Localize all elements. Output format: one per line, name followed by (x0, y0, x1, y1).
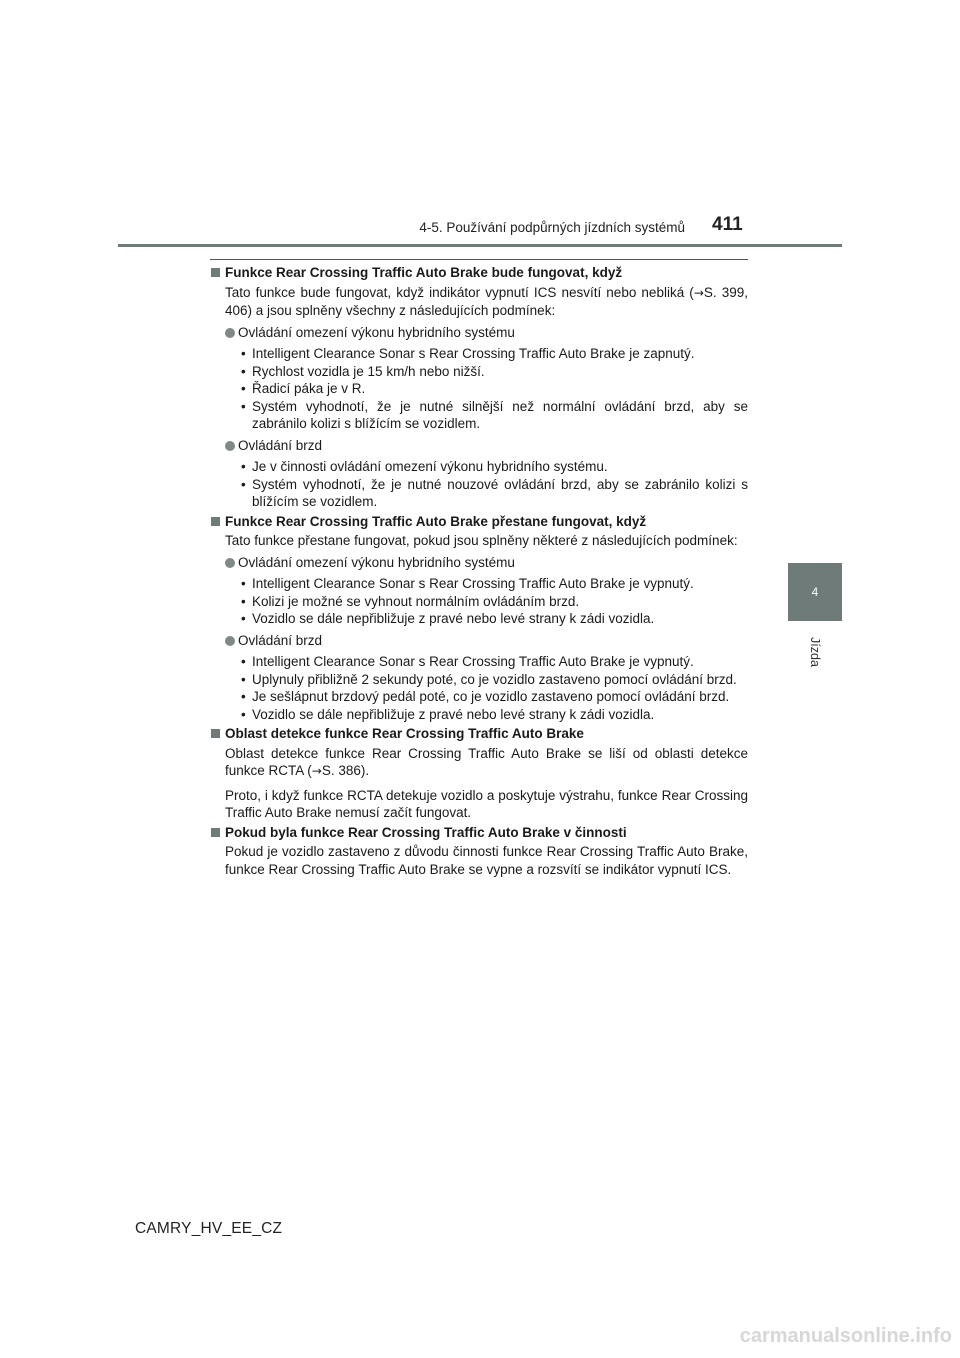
condition-list (210, 653, 748, 723)
chapter-number: 4 (811, 585, 819, 599)
list-item-text: Rychlost vozidla je 15 km/h nebo nižší. (252, 363, 485, 379)
list-item (210, 476, 748, 511)
section-title-text: Funkce Rear Crossing Traffic Auto Brake bude fungovat, když (225, 265, 623, 280)
condition-group-title-text: Ovládání brzd (238, 632, 323, 648)
condition-group-title (210, 437, 748, 455)
condition-list (210, 345, 748, 433)
condition-group-title-text: Ovládání brzd (238, 437, 323, 453)
condition-group (210, 324, 748, 433)
chapter-label-text: Jízda (808, 637, 823, 667)
paragraph-text: Oblast detekce funkce Rear Crossing Traffic Auto Brake se liší od oblasti detekce funkce RCTA ( (225, 745, 748, 778)
paragraph (225, 745, 748, 781)
section (210, 264, 748, 511)
list-item (210, 380, 748, 398)
list-item (210, 610, 748, 628)
list-item-text: Intelligent Clearance Sonar s Rear Crossing Traffic Auto Brake je zapnutý. (252, 346, 695, 361)
square-bullet-icon (211, 729, 220, 738)
round-bullet-icon (225, 558, 235, 568)
list-item (210, 653, 748, 671)
bullet-dot-icon: • (241, 381, 246, 396)
section-title-text: Oblast detekce funkce Rear Crossing Traffic Auto Brake (225, 726, 584, 741)
condition-group-title (210, 324, 748, 342)
condition-group (210, 554, 748, 628)
list-item (210, 671, 748, 689)
section-title (210, 824, 748, 842)
watermark: carmanualsonline.info (739, 1325, 952, 1347)
condition-list (210, 458, 748, 511)
list-item (210, 345, 748, 363)
paragraph-text: Pokud je vozidlo zastaveno z důvodu činnosti funkce Rear Crossing Traffic Auto Brake, funkce Rear Crossing Traffic Auto Brake se vypne a rozsvítí se indikátor vypnutí ICS. (225, 844, 748, 877)
list-item (210, 398, 748, 433)
section-title-text: Funkce Rear Crossing Traffic Auto Brake přestane fungovat, když (225, 513, 647, 529)
footer-code: CAMRY_HV_EE_CZ (135, 1220, 283, 1237)
condition-group-title (210, 632, 748, 650)
round-bullet-icon (225, 441, 235, 451)
bullet-dot-icon: • (241, 671, 246, 687)
list-item-text: Systém vyhodnotí, že je nutné silnější než normální ovládání brzd, aby se zabránilo kolizi s blížícím se vozidlem. (252, 398, 748, 431)
paragraph (225, 787, 748, 822)
paragraph-text: Tato funkce přestane fungovat, pokud jsou splněny některé z následujících podmínek: (225, 533, 738, 548)
header-rule (118, 244, 842, 247)
section-title (210, 264, 748, 282)
arrow-right-icon: → (693, 285, 704, 300)
section-title (210, 725, 748, 743)
bullet-dot-icon: • (241, 593, 246, 609)
list-item-text: Kolizi je možné se vyhnout normálním ovládáním brzd. (252, 593, 580, 609)
condition-group-title (210, 554, 748, 572)
list-item (210, 706, 748, 724)
section (210, 824, 748, 879)
condition-list (210, 575, 748, 628)
bullet-dot-icon: • (241, 654, 246, 669)
condition-group (210, 632, 748, 724)
section (210, 513, 748, 724)
list-item-text: Je sešlápnut brzdový pedál poté, co je vozidlo zastaveno pomocí ovládání brzd. (252, 689, 730, 704)
list-item (210, 593, 748, 611)
bullet-dot-icon: • (241, 611, 246, 626)
square-bullet-icon (211, 828, 220, 837)
arrow-right-icon: → (311, 764, 322, 778)
bullet-dot-icon: • (241, 459, 246, 474)
round-bullet-icon (225, 636, 235, 646)
bullet-dot-icon: • (241, 363, 246, 379)
list-item-text: Systém vyhodnotí, že je nutné nouzové ovládání brzd, aby se zabránilo kolizi s blížícím se vozidlem. (252, 476, 748, 509)
square-bullet-icon (211, 268, 220, 277)
paragraph (225, 843, 748, 878)
condition-group (210, 437, 748, 511)
bullet-dot-icon: • (241, 346, 246, 361)
list-item-text: Vozidlo se dále nepřibližuje z pravé nebo levé strany k zádi vozidla. (252, 611, 655, 626)
list-item-text: Řadicí páka je v R. (252, 381, 366, 396)
list-item-text: Vozidlo se dále nepřibližuje z pravé nebo levé strany k zádi vozidla. (252, 706, 655, 722)
bullet-dot-icon: • (241, 398, 246, 414)
paragraph-text: S. 386). (321, 763, 370, 778)
paragraph-text: S. 399, 406) a jsou splněny všechny z následujících podmínek: (225, 284, 748, 318)
condition-group-title-text: Ovládání omezení výkonu hybridního systému (238, 554, 515, 570)
paragraph-text: Proto, i když funkce RCTA detekuje vozidlo a poskytuje výstrahu, funkce Rear Crossing Traffic Auto Brake nemusí začít fungovat. (225, 787, 748, 820)
list-item-text: Intelligent Clearance Sonar s Rear Crossing Traffic Auto Brake je vypnutý. (252, 654, 694, 669)
round-bullet-icon (225, 328, 235, 338)
list-item (210, 688, 748, 706)
list-item-text: Uplynuly přibližně 2 sekundy poté, co je vozidlo zastaveno pomocí ovládání brzd. (252, 671, 737, 687)
section-title-text: Pokud byla funkce Rear Crossing Traffic Auto Brake v činnosti (225, 824, 627, 840)
list-item-text: Je v činnosti ovládání omezení výkonu hybridního systému. (252, 459, 608, 474)
section (210, 725, 748, 822)
running-header: 4-5. Používání podpůrných jízdních systémů (419, 220, 685, 235)
page-content (210, 262, 748, 878)
content-rule (210, 259, 748, 260)
paragraph (225, 532, 748, 550)
section-title (210, 513, 748, 531)
chapter-tab (788, 563, 842, 621)
list-item (210, 458, 748, 476)
bullet-dot-icon: • (241, 706, 246, 722)
chapter-label (803, 628, 827, 676)
bullet-dot-icon: • (241, 689, 246, 704)
page-number: 411 (712, 214, 743, 235)
paragraph (225, 284, 748, 320)
list-item-text: Intelligent Clearance Sonar s Rear Crossing Traffic Auto Brake je vypnutý. (252, 576, 694, 591)
paragraph-text: Tato funkce bude fungovat, když indikátor vypnutí ICS nesvítí nebo nebliká ( (225, 284, 694, 300)
condition-group-title-text: Ovládání omezení výkonu hybridního systému (238, 324, 515, 340)
list-item (210, 575, 748, 593)
list-item (210, 363, 748, 381)
bullet-dot-icon: • (241, 476, 246, 492)
square-bullet-icon (211, 517, 220, 526)
bullet-dot-icon: • (241, 576, 246, 591)
